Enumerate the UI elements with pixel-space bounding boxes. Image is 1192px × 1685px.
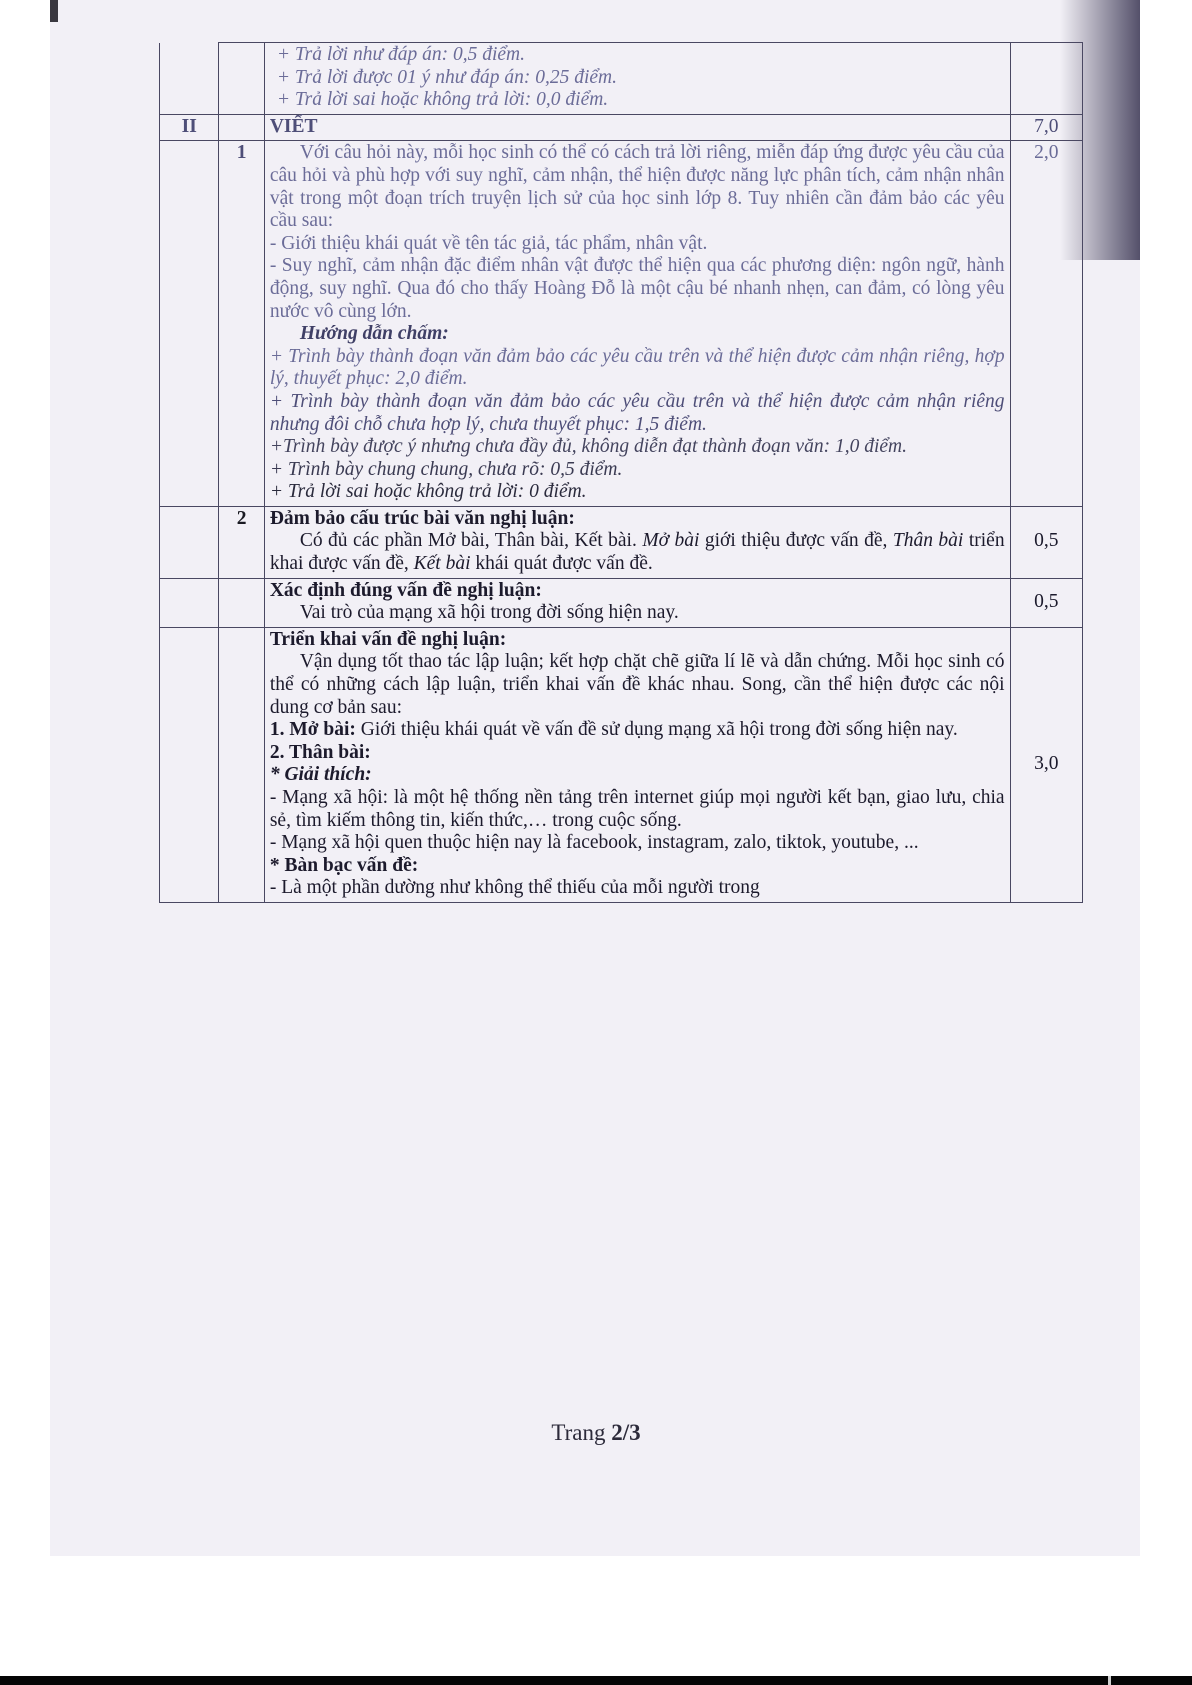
criteria-line: + Trả lời như đáp án: 0,5 điểm.: [276, 44, 525, 65]
top-criteria: [264, 43, 1010, 115]
text-segment: giới thiệu được vấn đề,: [699, 530, 893, 552]
text-segment: triển khai được vấn đề,: [269, 530, 1005, 575]
q1-guide-item: +Trình bày được ý nhưng chưa đầy đủ, không diễn đạt thành đoạn văn: 1,0 điểm.: [269, 436, 907, 458]
q1-guide-title: Hướng dẫn chấm:: [299, 323, 449, 345]
question-cell: [219, 627, 264, 902]
mo-bai: [270, 719, 1005, 742]
section-cell: [160, 578, 219, 627]
section-number: II: [160, 114, 219, 141]
question-cell: [219, 114, 264, 141]
paper-edge-mark: [50, 0, 58, 22]
q1-guide-item: + Trả lời sai hoặc không trả lời: 0 điểm.: [269, 481, 587, 503]
q1-requirement: - Suy nghĩ, cảm nhận đặc điểm nhân vật được thể hiện qua các phương diện: ngôn ngữ, hành động, suy nghĩ. Qua đó cho thấy Hoàng Đỗ là một cậu bé nhanh nhẹn, can đảm, có lòng yêu nước vô cùng lớn.: [269, 255, 1005, 322]
table-row: [160, 114, 1083, 141]
q1-requirement: - Giới thiệu khái quát về tên tác giả, tác phẩm, nhân vật.: [269, 232, 708, 254]
question-number: 2: [219, 506, 264, 578]
section-score: 7,0: [1010, 114, 1082, 141]
q1-guide-item: + Trình bày thành đoạn văn đảm bảo các yêu cầu trên và thể hiện được cảm nhận riêng, hợp lý, thuyết phục: 2,0 điểm.: [269, 345, 1005, 390]
q1-intro: Với câu hỏi này, mỗi học sinh có thể có cách trả lời riêng, miễn đáp ứng được yêu cầu của câu hỏi và phù hợp với suy nghĩ, cảm nhận, thể hiện được năng lực phân tích, cảm nhận nhân vật trong một đoạn trích truyện lịch sử của học sinh lớp 8. Tuy nhiên cần đảm bảo các yêu cầu sau:: [269, 142, 1005, 232]
q1-score: 2,0: [1010, 141, 1082, 507]
score-cell: [1010, 43, 1082, 115]
table-row: [160, 506, 1083, 578]
page-number: [0, 1420, 1192, 1446]
text-segment: khái quát được vấn đề.: [470, 553, 653, 575]
giai-thich-item: - Mạng xã hội quen thuộc hiện nay là facebook, instagram, zalo, tiktok, youtube, ...: [269, 832, 919, 854]
section-cell: [160, 43, 219, 115]
q2-structure-content: [264, 506, 1010, 578]
q2-issue-text: Vai trò của mạng xã hội trong đời sống hiện nay.: [299, 602, 679, 624]
q2-structure-score: 0,5: [1010, 506, 1082, 578]
question-number: 1: [219, 141, 264, 507]
q1-guide-item: + Trình bày thành đoạn văn đảm bảo các yêu cầu trên và thể hiện được cảm nhận riêng nhưng đôi chỗ chưa hợp lý, chưa thuyết phục: 1,5 điểm.: [269, 390, 1005, 435]
section-cell: [160, 627, 219, 902]
q1-content: [264, 141, 1010, 507]
q2-issue-content: [264, 578, 1010, 627]
than-bai-label: 2. Thân bài:: [269, 741, 371, 763]
table-row: [160, 141, 1083, 507]
q2-develop-intro: Vận dụng tốt thao tác lập luận; kết hợp chặt chẽ giữa lí lẽ và dẫn chứng. Mỗi học sinh có thể có những cách lập luận, triển khai vấn đề khác nhau. Song, cần thể hiện được các nội dung cơ bản sau:: [269, 651, 1005, 718]
strip-gap: [1108, 1676, 1111, 1685]
question-cell: [219, 43, 264, 115]
criteria-line: + Trả lời được 01 ý như đáp án: 0,25 điểm.: [276, 66, 617, 88]
text-segment: Có đủ các phần Mở bài, Thân bài, Kết bài.: [299, 530, 643, 552]
q2-develop-content: [264, 627, 1010, 902]
giai-thich-item: - Mạng xã hội: là một hệ thống nền tảng trên internet giúp mọi người kết bạn, giao lưu, chia sẻ, tìm kiếm thông tin, kiến thức,… trong cuộc sống.: [269, 787, 1005, 831]
mo-bai-text: Giới thiệu khái quát về vấn đề sử dụng mạng xã hội trong đời sống hiện nay.: [355, 719, 958, 741]
ban-bac-item: - Là một phần dường như không thể thiếu của mỗi người trong: [269, 877, 760, 899]
table-row: [160, 43, 1083, 115]
q1-guide-item: + Trình bày chung chung, chưa rõ: 0,5 điểm.: [269, 458, 623, 480]
criteria-line: + Trả lời sai hoặc không trả lời: 0,0 điểm.: [276, 89, 609, 111]
grading-table: [159, 42, 1083, 903]
mo-bai-label: 1. Mở bài:: [269, 719, 356, 741]
q2-structure-title: Đảm bảo cấu trúc bài văn nghị luận:: [269, 507, 575, 529]
table-row: [160, 627, 1083, 902]
bottom-strip: [0, 1676, 1192, 1685]
giai-thich-label: * Giải thích:: [269, 764, 372, 786]
section-cell: [160, 506, 219, 578]
section-title: VIẾT: [264, 114, 1010, 141]
page-value: 2/3: [611, 1420, 641, 1445]
q2-issue-score: 0,5: [1010, 578, 1082, 627]
table-row: [160, 578, 1083, 627]
text-segment: Thân bài: [892, 530, 964, 552]
q2-develop-score: 3,0: [1010, 627, 1082, 902]
ban-bac-label: * Bàn bạc vấn đề:: [269, 854, 419, 876]
text-segment: Mở bài: [642, 530, 700, 552]
q2-issue-title: Xác định đúng vấn đề nghị luận:: [269, 579, 542, 601]
section-cell: [160, 141, 219, 507]
question-cell: [219, 578, 264, 627]
text-segment: Kết bài: [413, 553, 471, 575]
page-prefix: Trang: [551, 1420, 612, 1445]
q2-develop-title: Triển khai vấn đề nghị luận:: [269, 628, 507, 650]
q2-structure-text: [270, 530, 1005, 575]
